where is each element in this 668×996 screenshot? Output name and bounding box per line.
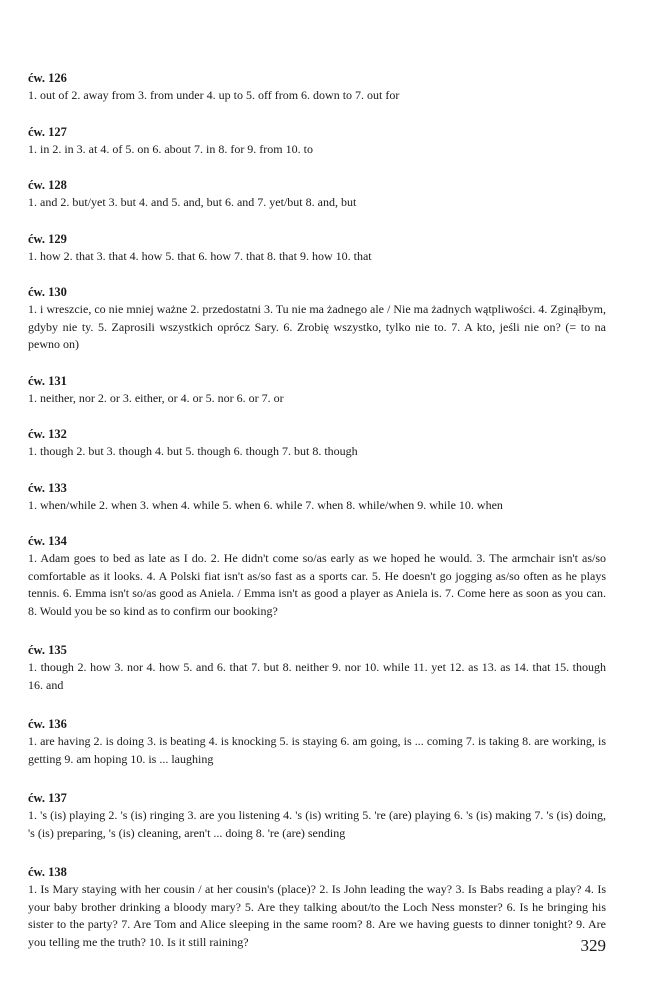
exercise-answers: 1. when/while 2. when 3. when 4. while 5. when 6. while 7. when 8. while/when 9. while 10. when — [28, 497, 503, 512]
exercise-132 — [28, 426, 606, 461]
exercise-answers: 1. neither, nor 2. or 3. either, or 4. or 5. nor 6. or 7. or — [28, 390, 284, 405]
page-number: 329 — [580, 936, 606, 955]
exercise-answers: 1. though 2. but 3. though 4. but 5. though 6. though 7. but 8. though — [28, 444, 358, 458]
exercise-heading: ćw. 134 — [28, 534, 67, 548]
exercise-answers: 1. out of 2. away from 3. from under 4. up to 5. off from 6. down to 7. out for — [28, 88, 400, 102]
exercise-answers: 1. though 2. how 3. nor 4. how 5. and 6. that 7. but 8. neither 9. nor 10. while 11. yet 12. as 13. as 14. that 15. though 16. and — [28, 660, 606, 692]
exercise-134 — [28, 533, 606, 620]
exercise-answers: 1. in 2. in 3. at 4. of 5. on 6. about 7. in 8. for 9. from 10. to — [28, 141, 313, 156]
exercise-heading: ćw. 135 — [28, 643, 67, 657]
exercise-heading: ćw. 126 — [28, 71, 67, 85]
exercise-136 — [28, 716, 606, 768]
exercise-126 — [28, 70, 606, 105]
exercise-133 — [28, 480, 606, 515]
exercise-137 — [28, 790, 606, 842]
exercise-answers: 1. i wreszcie, co nie mniej ważne 2. przedostatni 3. Tu nie ma żadnego ale / Nie ma żadnych wątpliwości. 4. Zginąłbym, gdyby nie ty. 5. Zaprosili wszystkich oprócz Sary. 6. Zrobię wszystko, tylko nie to. 7. A kto, jeśli nie on? (= to na pewno on) — [28, 302, 606, 351]
exercise-heading: ćw. 137 — [28, 791, 67, 805]
exercise-129 — [28, 231, 606, 266]
exercise-heading: ćw. 131 — [28, 373, 67, 388]
exercise-131 — [28, 373, 606, 408]
exercise-130 — [28, 284, 606, 354]
exercise-heading: ćw. 136 — [28, 717, 67, 731]
exercise-heading: ćw. 127 — [28, 124, 67, 139]
exercise-answers: 1. how 2. that 3. that 4. how 5. that 6. how 7. that 8. that 9. how 10. that — [28, 248, 372, 263]
exercise-heading: ćw. 130 — [28, 285, 67, 299]
exercise-heading: ćw. 133 — [28, 480, 67, 495]
exercise-heading: ćw. 129 — [28, 231, 67, 246]
exercise-answers: 1. Adam goes to bed as late as I do. 2. He didn't come so/as early as we hoped he would. 3. The armchair isn't as/so comfortable as it looks. 4. A Polski fiat isn't as/so fast as a sports car. 5. He doesn't go jogging as/so often as he plays tennis. 6. Emma isn't so/as good as Aniela. / Emma isn't as good a player as Aniela is. 7. Come here as soon as you can. 8. Would you be so kind as to confirm our booking? — [28, 551, 606, 618]
answer-key-page — [28, 70, 606, 970]
exercise-answers: 1. 's (is) playing 2. 's (is) ringing 3. are you listening 4. 's (is) writing 5. 're (are) playing 6. 's (is) making 7. 's (is) doing, 's (is) preparing, 's (is) cleaning, aren't ... doing 8. 're (are) sending — [28, 808, 606, 840]
exercise-answers: 1. are having 2. is doing 3. is beating 4. is knocking 5. is staying 6. am going, is ... coming 7. is taking 8. are working, is getting 9. am hoping 10. is ... laughing — [28, 734, 606, 766]
exercise-answers: 1. Is Mary staying with her cousin / at her cousin's (place)? 2. Is John leading the way? 3. Is Babs reading a play? 4. Is your baby brother drinking a bloody mary? 5. Are they talking about/to the Loch Ness monster? 6. Is he bringing his sister to the party? 7. Are Tom and Alice sleeping in the same room? 8. Are we having guests to dinner tonight? 9. Are you telling me the truth? 10. Is it still raining? — [28, 882, 606, 949]
exercise-128 — [28, 177, 606, 212]
exercise-127 — [28, 124, 606, 159]
exercise-heading: ćw. 138 — [28, 865, 67, 879]
exercise-135 — [28, 642, 606, 694]
exercise-answers: 1. and 2. but/yet 3. but 4. and 5. and, but 6. and 7. yet/but 8. and, but — [28, 195, 357, 209]
exercise-138 — [28, 864, 606, 951]
exercise-heading: ćw. 128 — [28, 178, 67, 192]
exercise-heading: ćw. 132 — [28, 427, 67, 441]
